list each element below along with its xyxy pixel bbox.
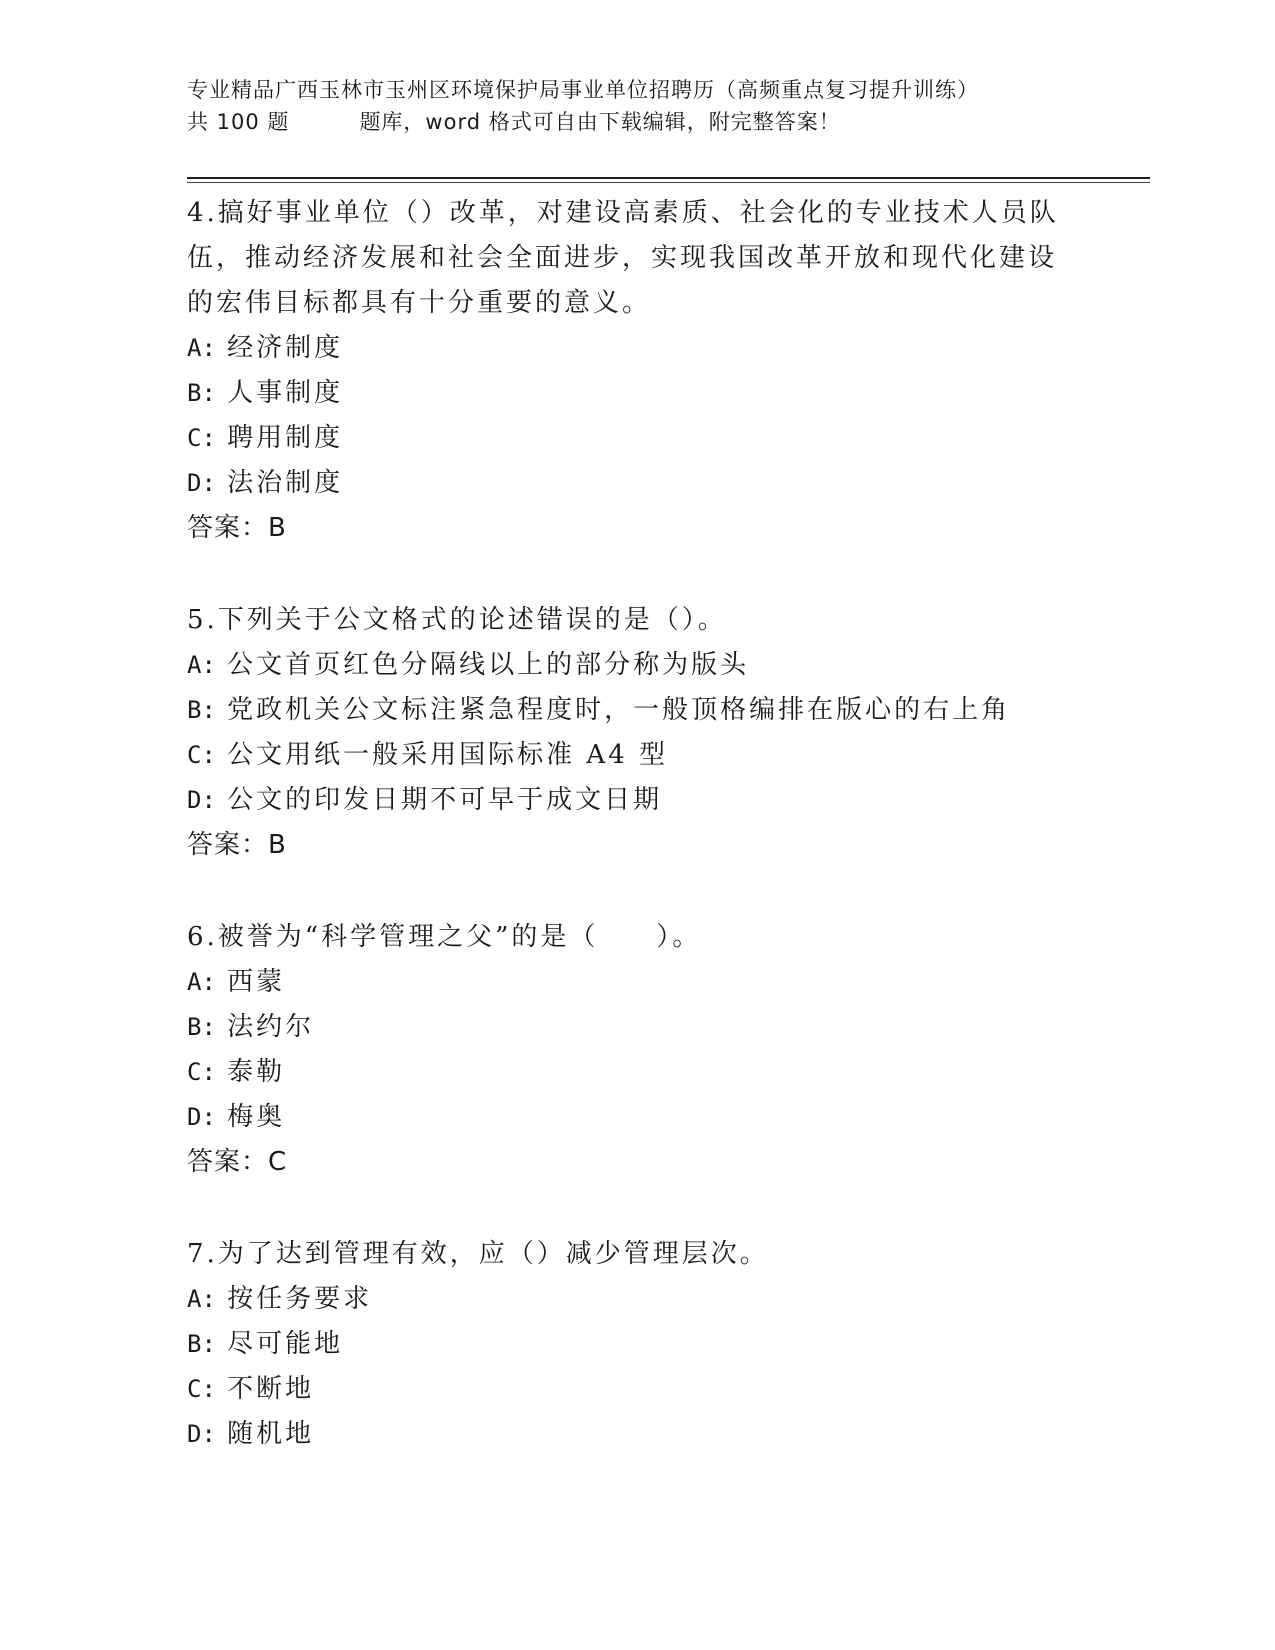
option-a: A: 西蒙 <box>187 967 286 997</box>
question-stem: 6.被誉为“科学管理之父”的是（ ）。 <box>187 922 702 952</box>
option-b: B: 尽可能地 <box>187 1329 344 1359</box>
option-a: A: 公文首页红色分隔线以上的部分称为版头 <box>187 650 750 680</box>
question-stem: 4.搞好事业单位（）改革，对建设高素质、社会化的专业技术人员队伍，推动经济发展和社会全面进步，实现我国改革开放和现代化建设的宏伟目标都具有十分重要的意义。 <box>187 198 1059 318</box>
option-a: A: 按任务要求 <box>187 1284 373 1314</box>
answer: 答案：C <box>187 1147 288 1177</box>
option-b: B: 人事制度 <box>187 378 344 408</box>
answer: 答案：B <box>187 513 287 543</box>
header-count: 共 100 题 <box>187 110 290 134</box>
document-header <box>187 74 1087 138</box>
option-c: C: 不断地 <box>187 1374 315 1404</box>
question-stem: 5.下列关于公文格式的论述错误的是（）。 <box>187 605 727 635</box>
header-note: 题库，word 格式可自由下载编辑，附完整答案！ <box>359 110 841 134</box>
answer: 答案：B <box>187 830 287 860</box>
question-7 <box>187 1232 1067 1457</box>
question-5 <box>187 598 1067 868</box>
header-divider-thick <box>187 177 1150 179</box>
question-stem: 7.为了达到管理有效，应（）减少管理层次。 <box>187 1239 769 1269</box>
option-d: D: 公文的印发日期不可早于成文日期 <box>187 785 663 815</box>
header-title: 专业精品广西玉林市玉州区环境保护局事业单位招聘历（高频重点复习提升训练） <box>187 78 979 102</box>
question-4 <box>187 191 1067 551</box>
header-divider-thin <box>187 182 1150 183</box>
option-d: D: 梅奥 <box>187 1102 286 1132</box>
question-6 <box>187 915 1067 1185</box>
option-d: D: 法治制度 <box>187 468 344 498</box>
option-c: C: 公文用纸一般采用国际标准 A4 型 <box>187 740 669 770</box>
option-b: B: 党政机关公文标注紧急程度时，一般顶格编排在版心的右上角 <box>187 695 1011 725</box>
option-b: B: 法约尔 <box>187 1012 315 1042</box>
option-c: C: 泰勒 <box>187 1057 286 1087</box>
header-subtitle <box>187 106 1087 138</box>
option-d: D: 随机地 <box>187 1419 315 1449</box>
option-a: A: 经济制度 <box>187 333 344 363</box>
option-c: C: 聘用制度 <box>187 423 344 453</box>
question-list <box>187 191 1067 1457</box>
